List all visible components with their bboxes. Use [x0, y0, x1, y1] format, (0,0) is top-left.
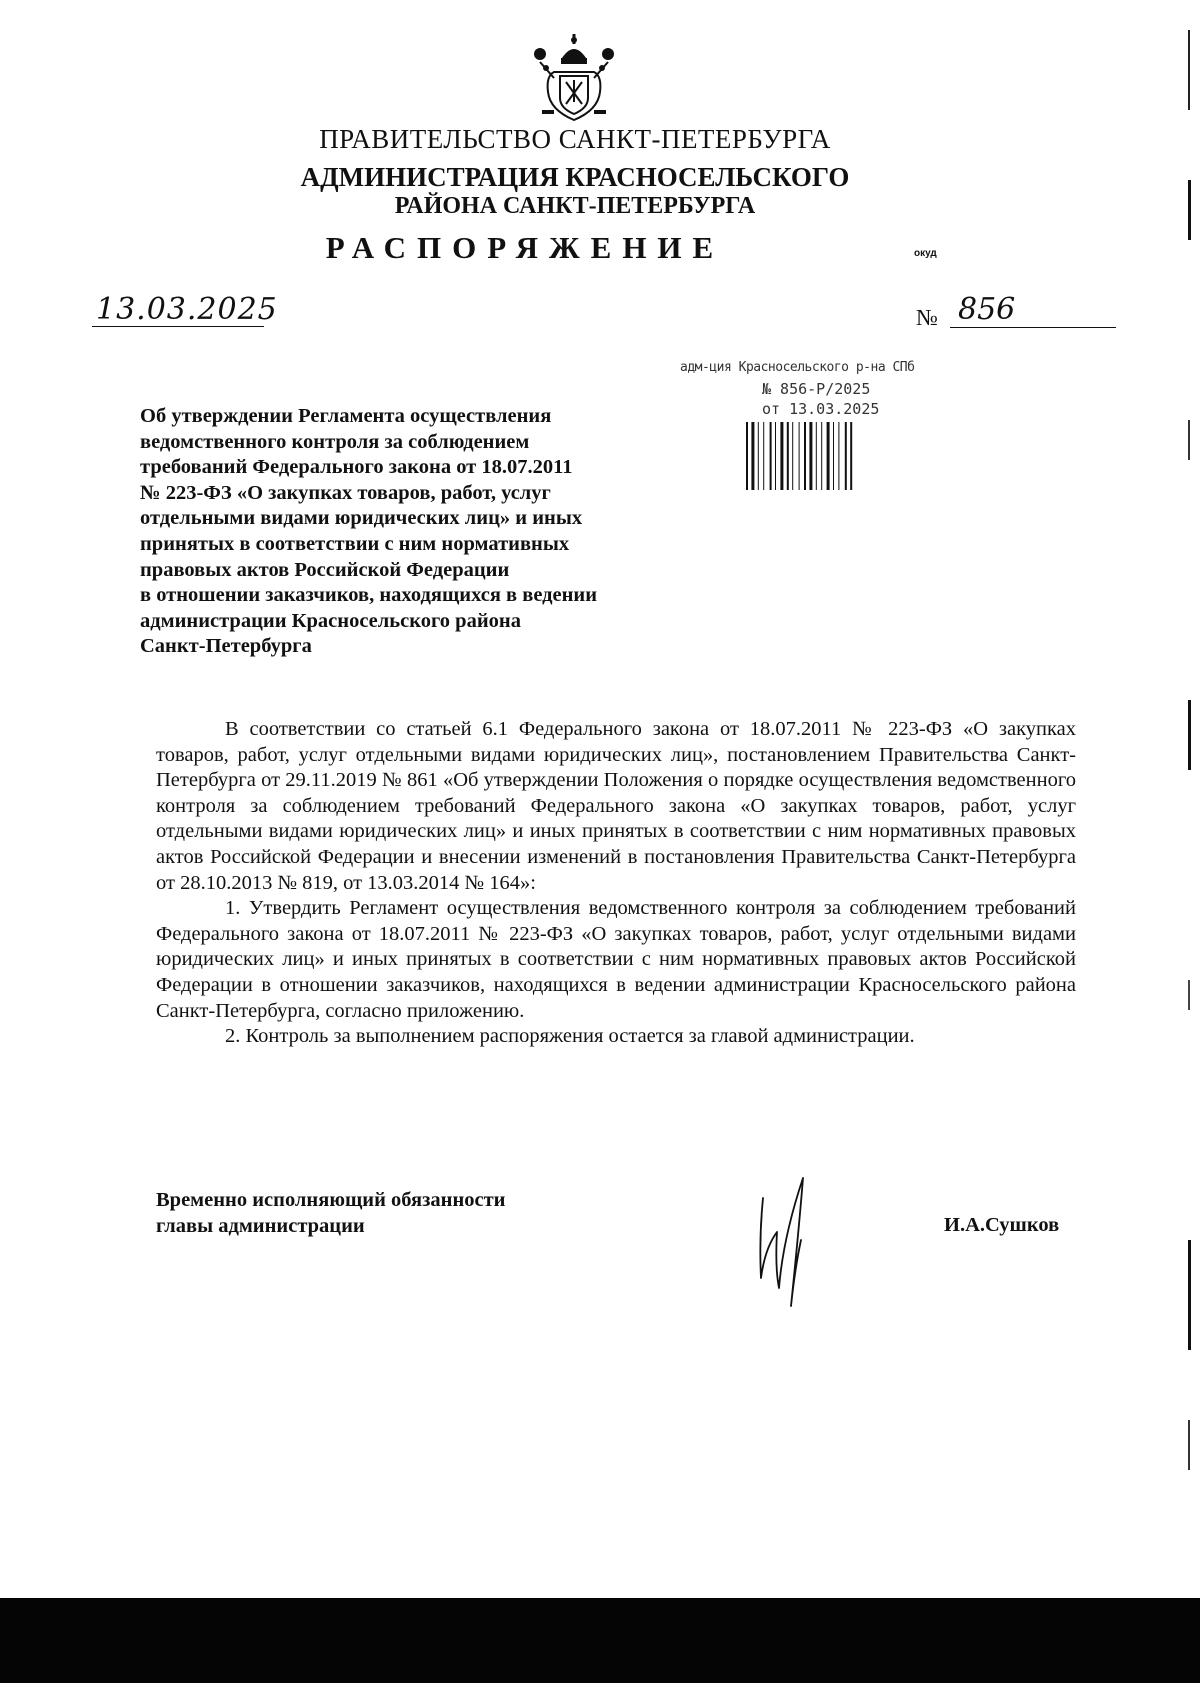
preamble-paragraph: В соответствии со статьей 6.1 Федерального закона от 18.07.2011 № 223-ФЗ «О закупках товаров, работ, услуг отдельными видами юридических лиц», постановлением Правительства Санкт-Петербурга от 29.11.2019 № 861 «Об утверждении Положения о порядке осуществления ведомственного контроля за соблюдением требований Федерального закона «О закупках товаров, работ, услуг отдельными видами юридических лиц» и иных принятых в соответствии с ним нормативных правовых актов Российской Федерации и внесении изменений в постановления Правительства Санкт-Петербурга от 28.10.2013 № 819, от 13.03.2014 № 164»: — [156, 718, 1076, 894]
barcode-bar — [780, 422, 783, 490]
title-line: администрации Красносельского района — [140, 609, 521, 632]
barcode-bar — [838, 422, 839, 490]
title-line: № 223-ФЗ «О закупках товаров, работ, услуг — [140, 481, 551, 504]
item-2-paragraph: 2. Контроль за выполнением распоряжения остается за главой администрации. — [225, 1025, 915, 1048]
barcode-bar — [763, 422, 764, 490]
coat-of-arms-emblem — [532, 32, 616, 124]
barcode-bar — [758, 422, 759, 490]
document-body — [156, 717, 1076, 1050]
title-line: правовых актов Российской Федерации — [140, 558, 510, 581]
barcode-bar — [799, 422, 800, 490]
barcode-bar — [770, 422, 772, 490]
barcode-bar — [816, 422, 817, 490]
barcode-bar — [792, 422, 793, 490]
barcode-bar — [845, 422, 847, 490]
barcode-bar — [746, 422, 748, 490]
title-line: принятых в соответствии с ним нормативных — [140, 532, 570, 555]
number-underline — [950, 327, 1116, 328]
administration-heading-line1: АДМИНИСТРАЦИЯ КРАСНОСЕЛЬСКОГО — [300, 162, 850, 192]
barcode-bar — [833, 422, 834, 490]
document-title — [140, 404, 680, 660]
okud-label: окуд — [914, 248, 937, 259]
document-number-label: № — [916, 305, 938, 330]
barcode-bar — [821, 422, 822, 490]
signatory-position-line1: Временно исполняющий обязанности — [156, 1189, 506, 1211]
registration-date: от 13.03.2025 — [762, 400, 880, 418]
barcode-bar — [850, 422, 852, 490]
signatory-position-line2: главы администрации — [156, 1215, 365, 1237]
title-line: в отношении заказчиков, находящихся в ведении — [140, 584, 598, 607]
document-date-handwritten: 13.03.2025 — [96, 292, 278, 327]
title-line: требований Федерального закона от 18.07.2011 — [140, 456, 573, 479]
title-line: Об утверждении Регламента осуществления — [140, 405, 552, 427]
administration-heading-line2: РАЙОНА САНКТ-ПЕТЕРБУРГА — [394, 193, 756, 219]
registration-barcode — [746, 422, 900, 490]
barcode-bar — [827, 422, 830, 490]
barcode-bar — [804, 422, 806, 490]
title-line: ведомственного контроля за соблюдением — [140, 430, 530, 453]
signatory-name: И.А.Сушков — [944, 1214, 1060, 1236]
signatory-position — [156, 1187, 505, 1239]
date-underline — [92, 326, 264, 327]
barcode-bar — [751, 422, 754, 490]
document-type-heading: РАСПОРЯЖЕНИЕ — [325, 230, 725, 265]
document-number-handwritten: 856 — [958, 292, 1016, 327]
registration-organization: адм-ция Красносельского р-на СПб — [680, 360, 915, 375]
barcode-bar — [775, 422, 776, 490]
scan-footer-black-bar — [0, 1598, 1200, 1683]
government-heading: ПРАВИТЕЛЬСТВО САНКТ-ПЕТЕРБУРГА — [319, 124, 831, 154]
scan-edge-artifact — [1186, 0, 1192, 1590]
barcode-bar — [787, 422, 789, 490]
registration-number: № 856-Р/2025 — [762, 380, 871, 398]
title-line: отдельными видами юридических лиц» и иных — [140, 507, 583, 530]
title-line: Санкт-Петербурга — [140, 635, 312, 658]
barcode-bar — [809, 422, 812, 490]
item-1-paragraph: 1. Утвердить Регламент осуществления ведомственного контроля за соблюдением требований Федерального закона от 18.07.2011 № 223-ФЗ «О закупках товаров, работ, услуг отдельными видами юридических лиц» и иных принятых в соответствии с ним нормативных правовых актов Российской Федерации в отношении заказчиков, находящихся в ведении администрации Красносельского района Санкт-Петербурга, согласно приложению. — [156, 897, 1076, 1022]
handwritten-signature — [755, 1168, 825, 1308]
